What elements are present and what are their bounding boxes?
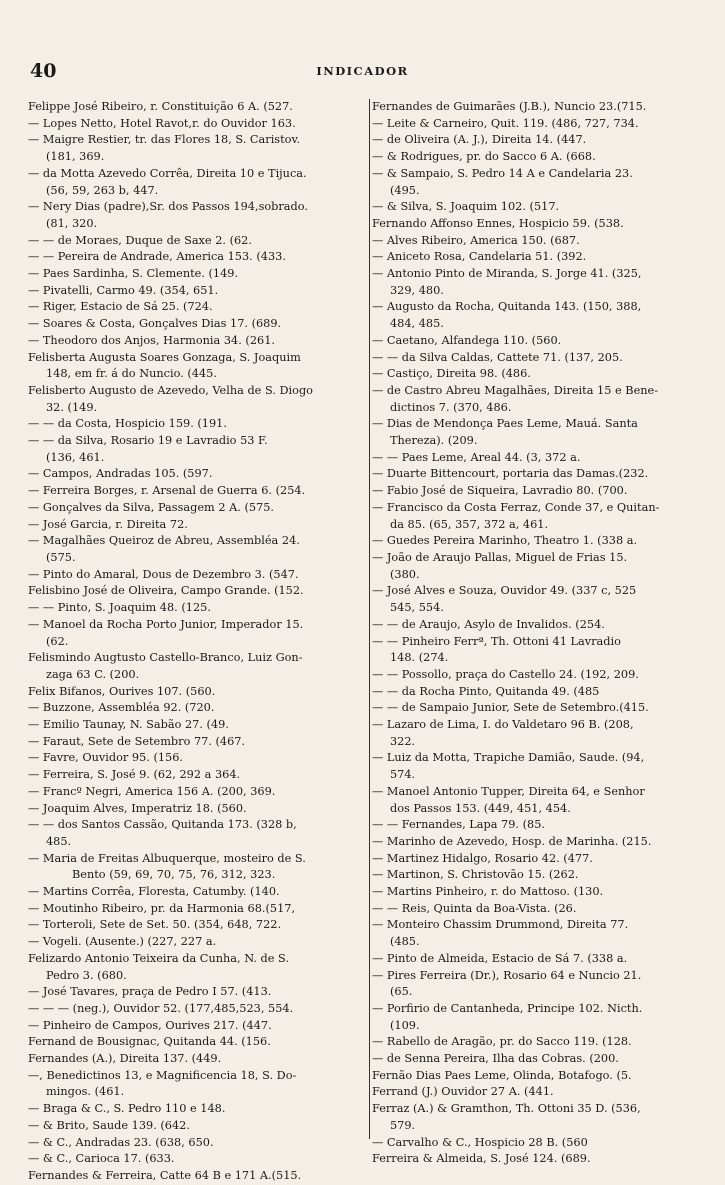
directory-entry: — Maigre Restier, tr. das Flores 18, S. Caristov. [28, 133, 301, 147]
directory-entry: — — dos Santos Cassão, Quitanda 173. (328 b, [28, 818, 297, 832]
directory-entry: — & Silva, S. Joaquim 102. (517. [372, 200, 560, 214]
directory-entry: (56, 59, 263 b, 447. [46, 183, 159, 197]
directory-entry: — de Senna Pereira, Ilha das Cobras. (200. [372, 1052, 619, 1066]
directory-entry: Felisberto Augusto de Azevedo, Velha de S. Diogo [28, 383, 313, 397]
directory-entry: — Joaquim Alves, Imperatriz 18. (560. [28, 801, 247, 815]
directory-entry: — Lazaro de Lima, I. do Valdetaro 96 B. (208, [372, 718, 634, 732]
directory-entry: — Maria de Freitas Albuquerque, mosteiro de S. [28, 851, 306, 865]
directory-entry: — Fabio José de Siqueira, Lavradio 80. (700. [372, 484, 628, 498]
directory-entry: mingos. (461. [46, 1085, 125, 1099]
directory-entry: — Duarte Bittencourt, portaria das Damas.(232. [372, 467, 649, 481]
directory-entry: — José Garcia, r. Direita 72. [28, 517, 188, 531]
directory-entry: dictinos 7. (370, 486. [390, 400, 512, 414]
directory-entry: Fernand de Bousignac, Quitanda 44. (156. [28, 1035, 271, 1049]
directory-entry: Felisberta Augusta Soares Gonzaga, S. Joaquim [28, 350, 301, 364]
directory-entry: — Riger, Estacio de Sá 25. (724. [28, 300, 213, 314]
directory-entry: — — Pereira de Andrade, America 153. (433. [28, 250, 286, 264]
directory-entry: — — da Rocha Pinto, Quitanda 49. (485 [372, 684, 600, 698]
directory-entry: — Manoel da Rocha Porto Junior, Imperador 15. [28, 617, 304, 631]
directory-entry: Felisbino José de Oliveira, Campo Grande. (152. [28, 584, 304, 598]
directory-entry: — — Paes Leme, Areal 44. (3, 372 a. [372, 450, 581, 464]
directory-entry: — Martins Pinheiro, r. do Mattoso. (130. [372, 885, 604, 899]
directory-entry: (109. [390, 1018, 420, 1032]
directory-entry: — — Pinto, S. Joaquim 48. (125. [28, 601, 211, 615]
directory-entry: — Pinto do Amaral, Dous de Dezembro 3. (547. [28, 567, 299, 581]
directory-entry: — — de Sampaio Junior, Sete de Setembro.(415. [372, 701, 649, 715]
directory-entry: (575. [46, 550, 76, 564]
directory-entry: Felippe José Ribeiro, r. Constituição 6 A. (527. [28, 100, 293, 113]
directory-entry: — Favre, Ouvidor 95. (156. [28, 751, 184, 765]
directory-entry: 545, 554. [390, 601, 444, 615]
directory-entry: 484, 485. [390, 317, 444, 331]
directory-entry: (485. [390, 935, 420, 949]
directory-entry: — & Rodrigues, pr. do Sacco 6 A. (668. [372, 150, 596, 164]
directory-entry: — de Oliveira (A. J.), Direita 14. (447. [372, 133, 587, 147]
directory-entry: — Pinto de Almeida, Estacio de Sá 7. (338 a. [372, 951, 628, 965]
directory-entry: — Moutinho Ribeiro, pr. da Harmonia 68.(517, [28, 901, 296, 915]
directory-entry: — de Castro Abreu Magalhães, Direita 15 e Bene- [372, 383, 659, 397]
directory-entry: Fernandes & Ferreira, Catte 64 B e 171 A.(515. [28, 1169, 302, 1182]
directory-entry: Fernandes de Guimarães (J.B.), Nuncio 23.(715. [372, 100, 647, 113]
directory-entry: Fernandes (A.), Direita 137. (449. [28, 1052, 222, 1066]
directory-entry: — — de Araujo, Asylo de Invalidos. (254. [372, 617, 605, 631]
directory-entry: zaga 63 C. (200. [46, 667, 140, 681]
directory-entry: — — da Silva Caldas, Cattete 71. (137, 205. [372, 350, 623, 364]
directory-entry: — — da Costa, Hospicio 159. (191. [28, 417, 227, 431]
directory-entry: — Monteiro Chassim Drummond, Direita 77. [372, 918, 629, 932]
directory-columns [28, 99, 712, 1182]
directory-entry: — — — (neg.), Ouvidor 52. (177,485,523, 554. [28, 1001, 294, 1015]
directory-entry: — Pinheiro de Campos, Ourives 217. (447. [28, 1018, 272, 1032]
directory-entry: — Augusto da Rocha, Quitanda 143. (150, 388, [372, 300, 642, 314]
directory-entry: — — Possollo, praça do Castello 24. (192, 209. [372, 667, 639, 681]
directory-entry: — Leite & Carneiro, Quit. 119. (486, 727, 734. [372, 116, 639, 130]
directory-entry: Ferraz (A.) & Gramthon, Th. Ottoni 35 D. (536, [372, 1102, 641, 1116]
directory-entry: — José Alves e Souza, Ouvidor 49. (337 c, 525 [372, 584, 637, 598]
directory-entry: — Martins Corrêa, Floresta, Catumby. (140. [28, 885, 280, 899]
directory-entry: — Castiço, Direita 98. (486. [372, 367, 531, 381]
directory-entry: — Alves Ribeiro, America 150. (687. [372, 233, 580, 247]
directory-entry: — Braga & C., S. Pedro 110 e 148. [28, 1102, 226, 1116]
directory-entry: — — Fernandes, Lapa 79. (85. [372, 818, 545, 832]
directory-entry: Ferreira & Almeida, S. José 124. (689. [372, 1152, 591, 1166]
right-column [372, 99, 710, 1166]
directory-entry: — Buzzone, Assembléa 92. (720. [28, 701, 215, 715]
directory-entry: — Caetano, Alfandega 110. (560. [372, 333, 562, 347]
directory-entry: Bento (59, 69, 70, 75, 76, 312, 323. [72, 868, 276, 882]
directory-entry: — Dias de Mendonça Paes Leme, Mauá. Santa [372, 417, 638, 431]
directory-entry: — José Tavares, praça de Pedro I 57. (413. [28, 985, 272, 999]
directory-entry: — Aniceto Rosa, Candelaria 51. (392. [372, 250, 587, 264]
directory-entry: — Antonio Pinto de Miranda, S. Jorge 41. (325, [372, 267, 642, 281]
directory-entry: 148, em fr. á do Nuncio. (445. [46, 367, 217, 381]
directory-entry: Fernão Dias Paes Leme, Olinda, Botafogo. (5. [372, 1068, 632, 1082]
directory-entry: —, Benedictinos 13, e Magnificencia 18, S. Do- [28, 1068, 297, 1082]
directory-entry: — — de Moraes, Duque de Saxe 2. (62. [28, 233, 252, 247]
directory-entry: — Francisco da Costa Ferraz, Conde 37, e Quitan- [372, 500, 660, 514]
directory-entry: — — da Silva, Rosario 19 e Lavradio 53 F. [28, 434, 268, 448]
directory-entry: — Soares & Costa, Gonçalves Dias 17. (689. [28, 317, 282, 331]
directory-entry: — Emilio Taunay, N. Sabão 27. (49. [28, 718, 229, 732]
directory-entry: da 85. (65, 357, 372 a, 461. [390, 517, 549, 531]
directory-entry: Thereza). (209. [390, 434, 478, 448]
left-column [28, 99, 368, 1182]
directory-entry: Felix Bifanos, Ourives 107. (560. [28, 684, 216, 698]
directory-entry: — Pivatelli, Carmo 49. (354, 651. [28, 283, 219, 297]
directory-entry: (380. [390, 567, 420, 581]
directory-entry: — Magalhães Queiroz de Abreu, Assembléa 24. [28, 534, 300, 548]
directory-entry: (181, 369. [46, 150, 105, 164]
directory-entry: — Marinho de Azevedo, Hosp. de Marinha. (215. [372, 834, 652, 848]
page-number: 40 [30, 60, 57, 82]
directory-entry: 32. (149. [46, 400, 98, 414]
directory-entry: — — Reis, Quinta da Boa-Vista. (26. [372, 901, 577, 915]
directory-entry: (136, 461. [46, 450, 105, 464]
directory-entry: — Rabello de Aragão, pr. do Sacco 119. (128. [372, 1035, 632, 1049]
directory-entry: — — Pinheiro Ferrª, Th. Ottoni 41 Lavradio [372, 634, 621, 648]
directory-entry: — Torteroli, Sete de Set. 50. (354, 648, 722. [28, 918, 282, 932]
directory-entry: (62. [46, 634, 69, 648]
directory-entry: (65. [390, 985, 413, 999]
directory-entry: — Lopes Netto, Hotel Ravot,r. do Ouvidor 163. [28, 116, 296, 130]
directory-entry: — Theodoro dos Anjos, Harmonia 34. (261. [28, 333, 275, 347]
directory-entry: (495. [390, 183, 420, 197]
directory-entry: — & C., Carioca 17. (633. [28, 1152, 175, 1166]
directory-entry: Ferrand (J.) Ouvidor 27 A. (441. [372, 1085, 554, 1099]
directory-entry: — Martinon, S. Christovão 15. (262. [372, 868, 579, 882]
directory-entry: — Ferreira, S. José 9. (62, 292 a 364. [28, 768, 241, 782]
column-divider [369, 99, 370, 1139]
directory-entry: 485. [46, 834, 72, 848]
directory-entry: — da Motta Azevedo Corrêa, Direita 10 e Tijuca. [28, 166, 307, 180]
directory-entry: dos Passos 153. (449, 451, 454. [390, 801, 571, 815]
directory-entry: — & C., Andradas 23. (638, 650. [28, 1135, 214, 1149]
directory-entry: — Ferreira Borges, r. Arsenal de Guerra 6. (254. [28, 484, 306, 498]
directory-entry: 329, 480. [390, 283, 444, 297]
directory-entry: 574. [390, 768, 416, 782]
directory-entry: 579. [390, 1118, 416, 1132]
directory-entry: Fernando Affonso Ennes, Hospicio 59. (538. [372, 216, 624, 230]
running-title: INDICADOR [316, 64, 409, 78]
directory-entry: 322. [390, 734, 416, 748]
directory-entry: Felismindo Augtusto Castello-Branco, Luiz Gon- [28, 651, 303, 665]
directory-entry: — Nery Dias (padre),Sr. dos Passos 194,sobrado. [28, 200, 308, 214]
directory-entry: — & Brito, Saude 139. (642. [28, 1118, 190, 1132]
directory-entry: — Faraut, Sete de Setembro 77. (467. [28, 734, 246, 748]
directory-entry: — Manoel Antonio Tupper, Direita 64, e Senhor [372, 784, 645, 798]
directory-entry: — Gonçalves da Silva, Passagem 2 A. (575. [28, 500, 274, 514]
directory-entry: — Martinez Hidalgo, Rosario 42. (477. [372, 851, 593, 865]
directory-entry: — Vogeli. (Ausente.) (227, 227 a. [28, 935, 217, 949]
directory-entry: — Carvalho & C., Hospicio 28 B. (560 [372, 1135, 588, 1149]
directory-entry: Felizardo Antonio Teixeira da Cunha, N. de S. [28, 951, 289, 965]
directory-entry: — Campos, Andradas 105. (597. [28, 467, 213, 481]
directory-entry: — & Sampaio, S. Pedro 14 A e Candelaria 23. [372, 166, 633, 180]
directory-entry: — Francº Negri, America 156 A. (200, 369. [28, 784, 276, 798]
directory-entry: — Paes Sardinha, S. Clemente. (149. [28, 267, 239, 281]
directory-entry: — Guedes Pereira Marinho, Theatro 1. (338 a. [372, 534, 638, 548]
directory-entry: — Pires Ferreira (Dr.), Rosario 64 e Nuncio 21. [372, 968, 642, 982]
directory-entry: (81, 320. [46, 216, 98, 230]
directory-entry: Pedro 3. (680. [46, 968, 127, 982]
page-header [0, 60, 725, 84]
directory-entry: — João de Araujo Pallas, Miguel de Frias 15. [372, 550, 628, 564]
directory-entry: — Porfirio de Cantanheda, Principe 102. Nicth. [372, 1001, 643, 1015]
directory-entry: — Luiz da Motta, Trapiche Damião, Saude. (94, [372, 751, 645, 765]
directory-entry: 148. (274. [390, 651, 449, 665]
